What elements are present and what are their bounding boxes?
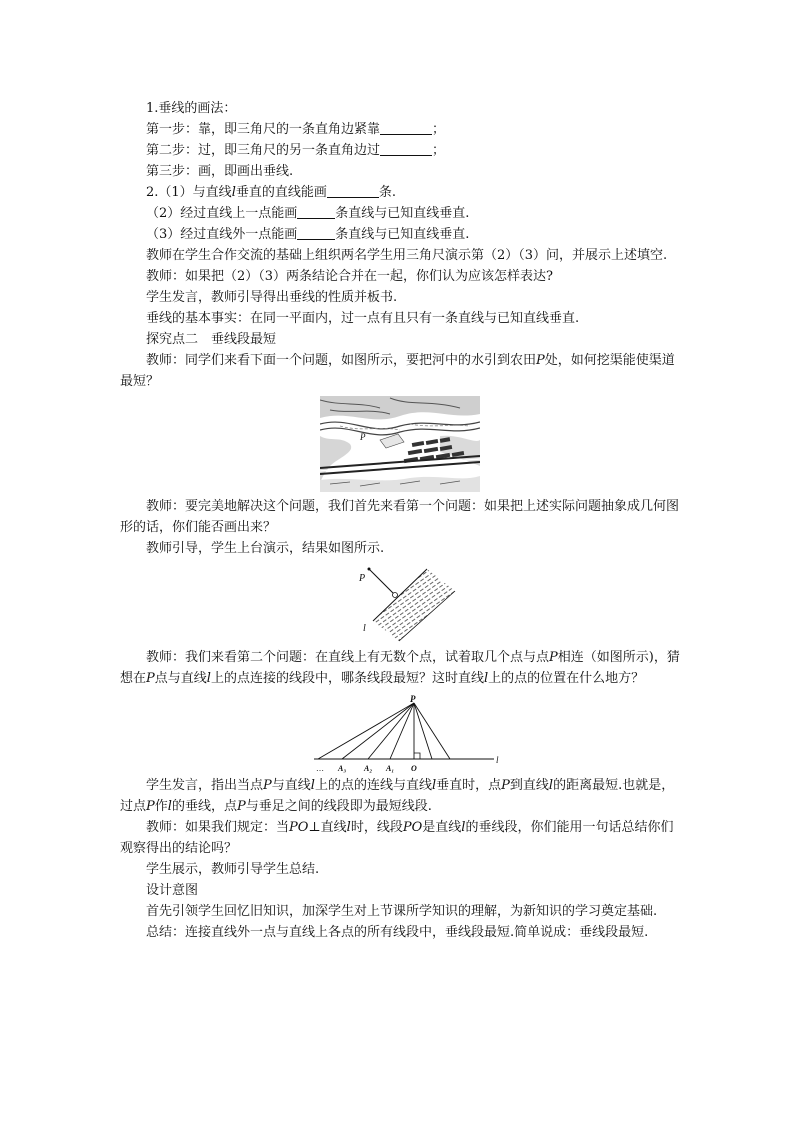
text-line: 第一步：靠，即三角尺的一条直角边紧靠 ； [146,122,446,137]
paragraph: 垂线的基本事实：在同一平面内，过一点有且只有一条直线与已知直线垂直. [146,311,580,326]
paragraph: 总结：连接直线外一点与直线上各点的所有线段中，垂线段最短.简单说成：垂线段最短. [146,925,649,940]
text-line: 1.垂线的画法： [146,101,237,116]
label-A1: A₁ [386,764,395,773]
paragraph: 教师：同学们来看下面一个问题，如图所示，要把河中的水引到农田P处，如何挖渠能使渠道最短？ [120,353,675,389]
paragraph: 教师在学生合作交流的基础上组织两名学生用三角尺演示第（2）（3）问，并展示上述填空. [146,248,668,263]
paragraph: 教师引导，学生上台演示，结果如图所示. [146,541,385,556]
river-farmland-sketch [320,396,480,492]
text-line: 第三步：画，即画出垂线. [146,164,294,179]
text-line: （2）经过直线上一点能画 条直线与已知直线垂直. [146,206,470,221]
section-heading: 设计意图 [146,883,199,898]
label-l: l [363,623,366,634]
paragraph: 教师：要完美地解决这个问题，我们首先来看第一个问题：如果把上述实际问题抽象成几何图形的话，你们能否画出来？ [120,499,680,535]
label-O: O [411,764,417,773]
label-P: P [359,573,366,584]
perpendicular-segments-diagram [310,695,510,775]
label-dots: … [316,764,324,773]
label-P: P [410,695,416,704]
paragraph: 首先引领学生回忆旧知识，加深学生对上节课所学知识的理解，为新知识的学习奠定基础. [146,904,658,919]
paragraph: 学生发言，指出当点P与直线l上的点的连线与直线l垂直时，点P到直线l的距离最短.也就是，过点P作l的垂线，点P与垂足之间的线段即为最短线段. [120,778,675,814]
text-line: 2.（1）与直线l垂直的直线能画 条. [146,185,397,200]
paragraph: 教师：我们来看第二个问题：在直线上有无数个点，试着取几个点与点P相连（如图所示)，猜想在P点与直线l上的点连接的线段中，哪条线段最短？这时直线l上的点的位置在什么地方？ [120,650,680,686]
figure-perpendicular-segments [120,695,680,775]
paragraph: 教师：如果把（2）（3）两条结论合并在一起，你们认为应该怎样表达? [146,269,554,284]
fill-blank[interactable] [297,225,335,240]
point-line-diagram [355,561,465,643]
text-line: （3）经过直线外一点能画 条直线与已知直线垂直. [146,227,470,242]
figure-point-line [120,561,680,643]
fill-blank[interactable] [327,183,379,198]
section-heading: 探究点二 垂线段最短 [146,332,277,347]
fill-blank[interactable] [380,120,432,135]
fill-blank[interactable] [297,204,335,219]
label-A2: A₂ [364,764,373,773]
paragraph: 学生展示，教师引导学生总结. [146,862,320,877]
paragraph: 教师：如果我们规定：当PO⊥直线l时，线段PO是直线l的垂线段，你们能用一句话总结你们观察得出的结论吗？ [120,820,674,856]
paragraph: 学生发言，教师引导得出垂线的性质并板书. [146,290,398,305]
figure-river-farmland [120,396,680,492]
document-page [120,98,680,943]
label-l: l [496,755,499,765]
text-line: 第二步：过，即三角尺的另一条直角边过 ； [146,143,446,158]
fill-blank[interactable] [380,141,432,156]
label-A3: A₃ [338,764,347,773]
svg-text:P: P [360,432,366,442]
